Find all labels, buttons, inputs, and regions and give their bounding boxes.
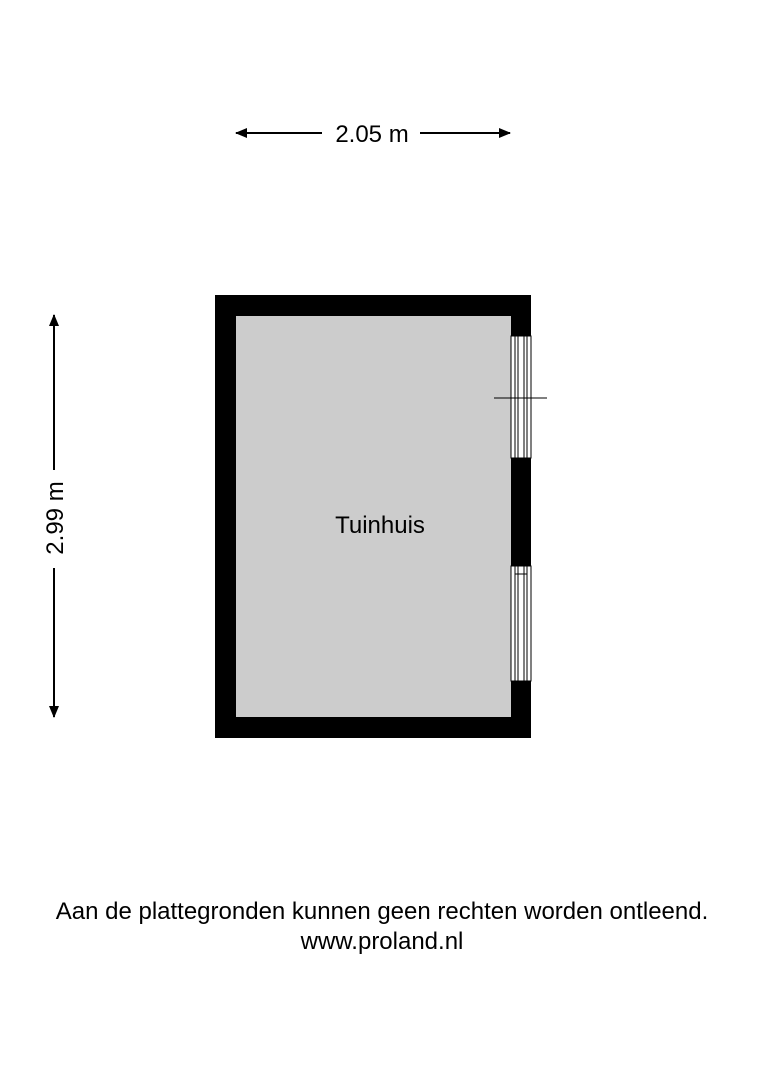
window-upper xyxy=(511,336,531,458)
wall-right-top xyxy=(511,295,531,336)
wall-right-middle xyxy=(511,458,531,566)
window-lower xyxy=(511,566,531,681)
room-label: Tuinhuis xyxy=(335,512,425,539)
width-dimension xyxy=(236,121,510,148)
room-tuinhuis xyxy=(215,295,547,738)
height-dimension xyxy=(42,315,69,717)
height-dimension-label: 2.99 m xyxy=(42,481,69,555)
width-dimension-label: 2.05 m xyxy=(335,121,409,148)
wall-right-bottom xyxy=(511,681,531,738)
wall-bottom xyxy=(215,717,531,738)
disclaimer-text: Aan de plattegronden kunnen geen rechten worden ontleend. xyxy=(55,898,709,925)
wall-left xyxy=(215,295,236,738)
website-text: www.proland.nl xyxy=(300,928,464,955)
wall-top xyxy=(215,295,531,316)
